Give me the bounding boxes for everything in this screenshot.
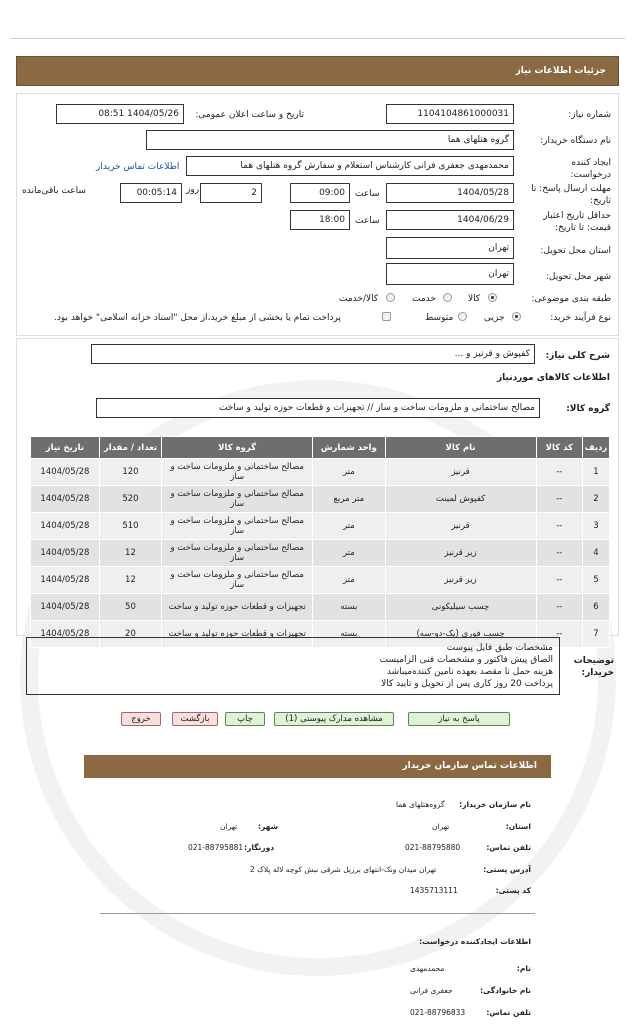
- creator-family: جعفری فرانی: [410, 986, 453, 995]
- creator-name-label: نام:: [516, 964, 531, 973]
- cell-date: 1404/05/28: [31, 621, 100, 648]
- validity-time-label: ساعت: [355, 216, 380, 226]
- category-service-radio[interactable]: [443, 293, 452, 302]
- creator-label: ایجاد کننده درخواست:: [570, 158, 611, 180]
- cell-code: --: [536, 621, 582, 648]
- cell-row: 4: [583, 540, 610, 567]
- cell-name: قرنیز: [385, 459, 536, 486]
- cell-name: چسب فوری (یک-دو-سه): [385, 621, 536, 648]
- back-button[interactable]: بازگشت: [172, 712, 218, 726]
- cell-group: تجهیزات و قطعات حوزه تولید و ساخت: [162, 621, 313, 648]
- cell-qty: 510: [99, 513, 161, 540]
- cell-row: 3: [583, 513, 610, 540]
- cell-date: 1404/05/28: [31, 486, 100, 513]
- buyer-contact-link[interactable]: اطلاعات تماس خریدار: [96, 162, 180, 172]
- deadline-time-label: ساعت: [355, 189, 380, 199]
- creator-info-title: اطلاعات ایجادکننده درخواست:: [419, 937, 531, 946]
- cell-name: زیر قرنیز: [385, 567, 536, 594]
- cell-date: 1404/05/28: [31, 540, 100, 567]
- cell-unit: متر: [313, 459, 385, 486]
- remaining-time-label: ساعت باقی‌مانده: [22, 186, 86, 196]
- days-label: روز: [186, 185, 200, 195]
- buyer-org-label: نام دستگاه خریدار:: [540, 136, 611, 146]
- cell-unit: متر: [313, 567, 385, 594]
- category-label: طبقه بندی موضوعی:: [531, 294, 611, 304]
- contact-org: گروه‌هتلهای هما: [396, 800, 445, 809]
- cell-group: تجهیزات و قطعات حوزه تولید و ساخت: [162, 594, 313, 621]
- category-both-radio[interactable]: [386, 293, 395, 302]
- contact-postal-label: کد پستی:: [495, 886, 531, 895]
- cell-code: --: [536, 594, 582, 621]
- cell-group: مصالح ساختمانی و ملزومات ساخت و ساز: [162, 513, 313, 540]
- validity-date-field: 1404/06/29: [386, 210, 514, 230]
- contact-header: [84, 755, 551, 778]
- col-unit-header: واحد شمارش: [313, 437, 385, 459]
- summary-label: شرح کلی نیاز:: [545, 351, 610, 361]
- cell-row: 1: [583, 459, 610, 486]
- cell-date: 1404/05/28: [31, 513, 100, 540]
- print-button[interactable]: چاپ: [225, 712, 265, 726]
- days-field: 2: [200, 183, 262, 203]
- note-line: الصاق پیش فاکتور و مشخصات فنی الزامیست: [379, 655, 553, 665]
- exit-button[interactable]: خروج: [121, 712, 161, 726]
- table-row: [31, 567, 610, 594]
- col-group-header: گروه کالا: [162, 437, 313, 459]
- attachments-button[interactable]: مشاهده مدارک پیوستی (1): [274, 712, 394, 726]
- province-field: تهران: [386, 237, 514, 259]
- process-minor-radio[interactable]: [512, 312, 521, 321]
- top-divider: [10, 38, 625, 39]
- table-row: [31, 540, 610, 567]
- contact-phone: 021-88795880: [405, 843, 461, 852]
- table-header-row: [31, 437, 610, 459]
- creator-field: محمدمهدی جعفری فرانی کارشناس استعلام و سفارش گروه هتلهای هما: [186, 156, 514, 176]
- province-label: استان محل تحویل:: [540, 246, 611, 256]
- cell-row: 7: [583, 621, 610, 648]
- announce-label: تاریخ و ساعت اعلان عمومی:: [195, 110, 304, 120]
- category-service-label: خدمت: [412, 294, 436, 304]
- cell-row: 6: [583, 594, 610, 621]
- group-label: گروه کالا:: [566, 404, 610, 414]
- col-name-header: نام کالا: [385, 437, 536, 459]
- cell-code: --: [536, 540, 582, 567]
- deadline-label: مهلت ارسال پاسخ: تا تاریخ:: [531, 184, 611, 206]
- cell-code: --: [536, 567, 582, 594]
- remaining-time-field: 00:05:14: [120, 183, 182, 203]
- contact-fax: 021-88795881: [188, 843, 244, 852]
- deadline-time-field: 09:00: [290, 183, 350, 203]
- payment-note: پرداخت تمام یا بخشی از مبلغ خرید،از محل "اسناد خزانه اسلامی" خواهد بود.: [54, 313, 342, 323]
- table-row: [31, 513, 610, 540]
- col-date-header: تاریخ نیاز: [31, 437, 100, 459]
- treasury-checkbox[interactable]: [382, 312, 391, 321]
- category-goods-label: کالا: [468, 294, 481, 304]
- cell-unit: متر: [313, 513, 385, 540]
- process-label: نوع فرآیند خرید:: [550, 313, 611, 323]
- contact-phone-label: تلفن تماس:: [486, 843, 531, 852]
- cell-code: --: [536, 513, 582, 540]
- cell-qty: 120: [99, 459, 161, 486]
- process-medium-radio[interactable]: [458, 312, 467, 321]
- notes-box: [26, 637, 560, 695]
- table-row: [31, 486, 610, 513]
- items-table: [30, 436, 610, 648]
- goods-title: اطلاعات کالاهای موردنیاز: [496, 373, 610, 383]
- cell-name: چسب سیلیکونی: [385, 594, 536, 621]
- cell-name: زیر قرنیز: [385, 540, 536, 567]
- note-line: هزینه حمل تا مقصد بعهده تامین کننده‌میباشد: [386, 667, 553, 677]
- notes-label: توضیحات خریدار:: [573, 656, 614, 678]
- note-line: مشخصات طبق فایل پیوست: [446, 643, 553, 653]
- cell-unit: متر مربع: [313, 486, 385, 513]
- contact-province-label: استان:: [505, 822, 531, 831]
- cell-unit: بسته: [313, 594, 385, 621]
- col-qty-header: تعداد / مقدار: [99, 437, 161, 459]
- process-medium-label: متوسط: [425, 313, 454, 323]
- table-row: [31, 459, 610, 486]
- contact-fax-label: دورنگار:: [244, 843, 275, 852]
- cell-group: مصالح ساختمانی و ملزومات ساخت و ساز: [162, 567, 313, 594]
- deadline-date-field: 1404/05/28: [386, 183, 514, 203]
- need-number-field: 1104104861000031: [386, 104, 514, 124]
- contact-province: تهران: [432, 822, 450, 831]
- note-line: پرداخت 20 روز کاری پس از تحویل و تایید کالا: [381, 679, 553, 689]
- creator-family-label: نام خانوادگی:: [480, 986, 531, 995]
- col-row-header: ردیف: [583, 437, 610, 459]
- city-field: تهران: [386, 263, 514, 285]
- cell-group: مصالح ساختمانی و ملزومات ساخت و ساز: [162, 459, 313, 486]
- cell-qty: 50: [99, 594, 161, 621]
- cell-qty: 12: [99, 540, 161, 567]
- details-header: [16, 56, 619, 86]
- cell-date: 1404/05/28: [31, 594, 100, 621]
- validity-time-field: 18:00: [290, 210, 350, 230]
- reply-button[interactable]: پاسخ به نیاز: [408, 712, 510, 726]
- contact-postal: 1435713111: [410, 886, 458, 895]
- cell-qty: 12: [99, 567, 161, 594]
- buyer-org-field: گروه هتلهای هما: [146, 130, 514, 150]
- contact-city-label: شهر:: [258, 822, 278, 831]
- category-goods-radio[interactable]: [488, 293, 497, 302]
- creator-name: محمدمهدی: [410, 964, 445, 973]
- cell-row: 5: [583, 567, 610, 594]
- contact-divider: [100, 913, 535, 914]
- process-minor-label: جزیی: [484, 313, 505, 323]
- table-row: [31, 594, 610, 621]
- cell-date: 1404/05/28: [31, 567, 100, 594]
- cell-unit: بسته: [313, 621, 385, 648]
- cell-qty: 520: [99, 486, 161, 513]
- group-field: مصالح ساختمانی و ملزومات ساخت و ساز // تجهیزات و قطعات حوزه تولید و ساخت: [96, 398, 540, 418]
- need-number-label: شماره نیاز:: [568, 110, 611, 120]
- category-both-label: کالا/خدمت: [339, 294, 379, 304]
- cell-qty: 20: [99, 621, 161, 648]
- cell-unit: متر: [313, 540, 385, 567]
- cell-name: قرنیز: [385, 513, 536, 540]
- contact-org-label: نام سازمان خریدار:: [459, 800, 531, 809]
- cell-row: 2: [583, 486, 610, 513]
- city-label: شهر محل تحویل:: [545, 272, 611, 282]
- cell-date: 1404/05/28: [31, 459, 100, 486]
- creator-phone-label: تلفن تماس:: [486, 1008, 531, 1017]
- contact-address: تهران میدان ونک-انتهای برزیل شرقی نبش کوچه لاله پلاک 2: [250, 865, 437, 874]
- creator-phone: 021-88796833: [410, 1008, 466, 1017]
- contact-city: تهران: [220, 822, 238, 831]
- cell-group: مصالح ساختمانی و ملزومات ساخت و ساز: [162, 540, 313, 567]
- cell-code: --: [536, 459, 582, 486]
- cell-name: کفپوش لمینت: [385, 486, 536, 513]
- cell-code: --: [536, 486, 582, 513]
- summary-field: کفپوش و قرنیز و ...: [91, 344, 535, 364]
- contact-address-label: آدرس پستی:: [483, 865, 531, 874]
- cell-group: مصالح ساختمانی و ملزومات ساخت و ساز: [162, 486, 313, 513]
- validity-label: حداقل تاریخ اعتبار قیمت: تا تاریخ:: [543, 211, 611, 233]
- contact-header-title: اطلاعات تماس سازمان خریدار: [402, 761, 537, 771]
- details-header-title: جزئیات اطلاعات نیاز: [515, 66, 606, 76]
- announce-field: 1404/05/26 08:51: [56, 104, 184, 124]
- col-code-header: کد کالا: [536, 437, 582, 459]
